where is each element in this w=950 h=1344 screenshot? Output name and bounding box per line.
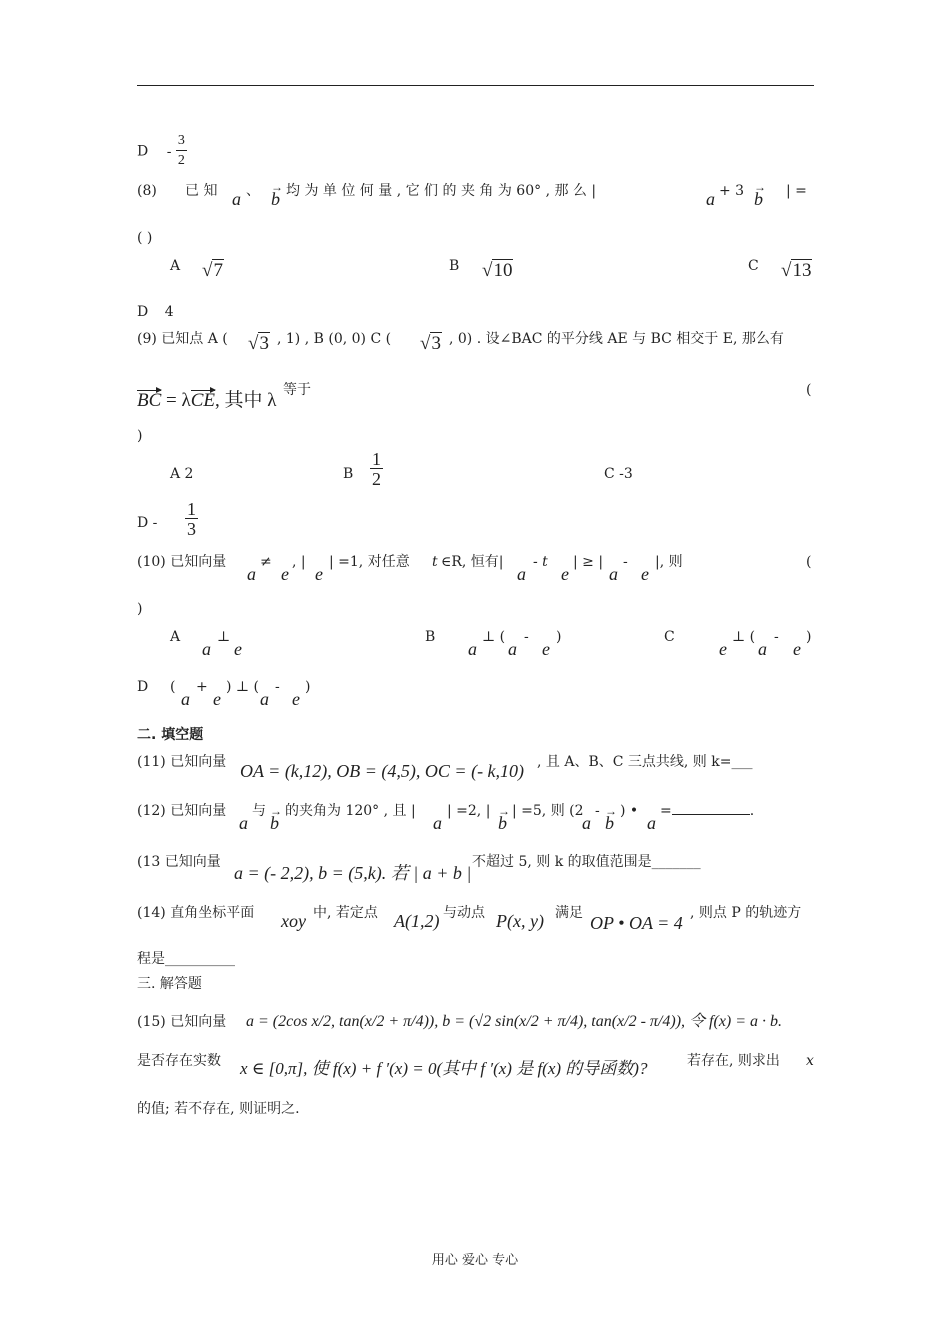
q8-text-b: 均 为 单 位 何 量 , 它 们 的 夹 角 为 60° , 那 么 | — [286, 183, 597, 199]
var-x: x — [806, 1053, 814, 1069]
denominator: 2 — [177, 153, 185, 168]
sqrt3: √3 — [420, 333, 441, 354]
radicand: 7 — [213, 260, 223, 281]
section-2-heading: 二. 填空题 — [137, 727, 204, 743]
vector-a: a — [517, 564, 526, 584]
q9-option-c: C -3 — [604, 466, 633, 482]
plane-xoy: xoy — [281, 911, 306, 931]
q9-option-b-fraction — [370, 450, 383, 489]
vector-b — [271, 190, 280, 208]
q10-open-paren: ( — [806, 554, 812, 570]
perp-sign: ⊥ — [217, 629, 231, 645]
minus-sign: - — [524, 629, 529, 645]
vector-e: e — [213, 689, 221, 709]
q8-option-d — [137, 303, 174, 321]
vector-b-symbol: → b — [605, 814, 614, 832]
fraction — [370, 450, 383, 489]
minus-sign: - — [275, 679, 280, 695]
vector-e: e — [234, 639, 242, 659]
vector-bc: BC — [137, 390, 162, 411]
q10-cond: , | — [292, 554, 306, 570]
q12-eq5: | =5, 则 (2 — [512, 803, 584, 819]
vector-a: a — [247, 564, 256, 584]
q8-option-c-label: C — [748, 258, 759, 274]
q11-tail: , 且 A、B、C 三点共线, 则 k=___ — [537, 754, 753, 770]
option-label: D — [137, 304, 149, 320]
formula-tail: , 其中 λ — [215, 390, 277, 411]
vector-a: a — [582, 813, 591, 833]
q10-in-r: ∈R, 恒有| — [441, 554, 504, 570]
denominator: 2 — [372, 469, 381, 489]
q12-text-b: 的夹角为 120° , 且 | — [285, 803, 416, 819]
radicand: 13 — [792, 260, 812, 281]
vector-a: a — [181, 689, 190, 709]
vector-e: e — [561, 564, 569, 584]
minus-sign: - — [774, 629, 779, 645]
vector-e: e — [281, 564, 289, 584]
vector-a: a — [260, 689, 269, 709]
q15-text: (15) 已知向量 — [137, 1014, 227, 1030]
minus-t: - t — [533, 554, 548, 570]
option-value: 4 — [164, 304, 174, 320]
vector-b — [270, 814, 279, 832]
q8-option-b-label: B — [449, 258, 460, 274]
perp-mid: ) ⊥ ( — [226, 679, 259, 695]
radicand: 3 — [431, 333, 441, 354]
option-label: D — [137, 143, 149, 160]
lparen: ( — [170, 679, 176, 695]
answer-blank — [672, 814, 750, 815]
q14-formula: OP • OA = 4 — [590, 913, 683, 933]
q14-mid3: 满足 — [555, 905, 583, 921]
q9-formula — [137, 390, 276, 410]
q11-text: (11) 已知向量 — [137, 754, 227, 770]
vector-a: a — [706, 189, 715, 209]
neq-sign: ≠ — [260, 554, 272, 570]
radicand: 3 — [259, 333, 269, 354]
q8-text-a: 已 知 — [185, 183, 218, 199]
q14-line2: 程是__________ — [137, 951, 235, 967]
vector-b — [605, 814, 614, 832]
vector-e: e — [719, 639, 727, 659]
q10-text-a: (10) 已知向量 — [137, 554, 227, 570]
q15-line3: 的值; 若不存在, 则证明之. — [137, 1101, 300, 1117]
q10-cond2: | =1, 对任意 — [329, 554, 410, 570]
q15-line2-b: 若存在, 则求出 — [687, 1053, 780, 1069]
vector-a: a — [609, 564, 618, 584]
q9-open-paren: ( — [806, 382, 812, 398]
minus-sign: - — [595, 803, 600, 819]
rparen: ) — [806, 629, 812, 645]
q9-text-b: , 1) , B (0, 0) C ( — [277, 331, 392, 347]
equals-sign: = — [660, 803, 672, 819]
q14-tail: , 则点 P 的轨迹方 — [690, 905, 802, 921]
q13-text: (13 已知向量 — [137, 854, 221, 870]
q10-close-paren: ) — [137, 601, 143, 617]
header-rule — [137, 85, 814, 86]
numerator: 1 — [187, 499, 196, 519]
q9-option-b-label: B — [343, 466, 354, 482]
q9-option-d-label: D - — [137, 515, 158, 531]
vector-b — [498, 814, 507, 832]
q11-formula: OA = (k,12), OB = (4,5), OC = (- k,10) — [240, 761, 525, 781]
q12-tail — [660, 802, 754, 820]
q9-close-paren: ) — [137, 428, 143, 444]
rparen: ) — [556, 629, 562, 645]
vector-a: a — [508, 639, 517, 659]
q10-option-c-label: C — [664, 629, 675, 645]
q12-dot: ) • — [620, 803, 639, 819]
vector-a: a — [433, 813, 442, 833]
q14-mid2: 与动点 — [443, 905, 485, 921]
vector-e: e — [641, 564, 649, 584]
vector-a: a — [758, 639, 767, 659]
vector-a: a — [239, 813, 248, 833]
plus-sign: + — [196, 679, 208, 695]
sqrt3: √3 — [248, 333, 269, 354]
perp-paren: ⊥ ( — [482, 629, 506, 645]
q8-option-a-label: A — [170, 258, 181, 274]
q7-option-d — [137, 132, 187, 171]
q10-option-b-label: B — [425, 629, 436, 645]
q9-equals-text: 等于 — [283, 382, 311, 398]
geq-sign: | ≥ | — [573, 554, 604, 570]
q9-option-d-fraction — [185, 500, 198, 539]
radicand: 10 — [493, 260, 513, 281]
q14-text: (14) 直角坐标平面 — [137, 905, 255, 921]
vector-a: a — [232, 189, 241, 209]
fraction — [176, 132, 187, 171]
vector-e: e — [542, 639, 550, 659]
vector-a: a — [468, 639, 477, 659]
minus-sign: - — [623, 554, 628, 570]
q9-text-c: , 0) . 设∠BAC 的平分线 AE 与 BC 相交于 E, 那么有 — [449, 331, 784, 347]
q9-text-a: (9) 已知点 A ( — [137, 331, 228, 347]
numerator: 1 — [372, 449, 381, 469]
vector-e: e — [793, 639, 801, 659]
q8-plus3: + 3 — [719, 183, 745, 199]
period: . — [749, 803, 755, 819]
q13-formula: a = (- 2,2), b = (5,k). 若 | a + b | — [234, 863, 472, 883]
q10-option-d-label: D — [137, 679, 149, 695]
q8-number: (8) — [137, 183, 157, 199]
vector-b-symbol: → b — [270, 814, 279, 832]
q15-formula1: a = (2cos x/2, tan(x/2 + π/4)), b = (√2 sin(x/2 + π/4), tan(x/2 - π/4)), 令 f(x) = a · b. — [246, 1013, 783, 1030]
q8-answer-paren: ( ) — [137, 230, 153, 246]
vector-e: e — [292, 689, 300, 709]
minus-sign: - — [166, 143, 172, 160]
q8-sep: 、 — [246, 183, 260, 199]
q12-with: 与 — [252, 803, 266, 819]
section-3-heading: 三. 解答题 — [137, 976, 202, 992]
fraction — [185, 500, 198, 539]
vector-ce: CE — [190, 390, 215, 411]
numerator: 3 — [176, 132, 187, 151]
vector-b-symbol: → b — [271, 190, 280, 208]
rparen: ) — [305, 679, 311, 695]
page-footer: 用心 爱心 专心 — [431, 1253, 519, 1268]
q12-text-a: (12) 已知向量 — [137, 803, 227, 819]
perp-paren: ⊥ ( — [732, 629, 756, 645]
q8-option-a-value: √7 — [202, 260, 223, 281]
q8-bar-eq: | = — [786, 183, 807, 199]
q8-option-c-value: √13 — [781, 260, 812, 281]
vector-b-symbol: → b — [498, 814, 507, 832]
vector-a: a — [202, 639, 211, 659]
q10-option-a-label: A — [170, 629, 181, 645]
vector-b — [754, 190, 763, 208]
var-t: t — [432, 554, 438, 570]
q10-then: |, 则 — [655, 554, 683, 570]
vector-e: e — [315, 564, 323, 584]
q13-tail: 不超过 5, 则 k 的取值范围是_______ — [472, 854, 701, 870]
point-p: P(x, y) — [496, 911, 544, 931]
q8-option-b-value: √10 — [482, 260, 513, 281]
q9-option-a: A 2 — [170, 466, 194, 482]
denominator: 3 — [187, 519, 196, 539]
vector-a: a — [647, 813, 656, 833]
q14-mid: 中, 若定点 — [313, 905, 378, 921]
equals-lambda: = λ — [161, 390, 191, 411]
q15-formula2: x ∈ [0,π], 使 f(x) + f ′(x) = 0(其中 f ′(x) 是 f(x) 的导函数)? — [240, 1059, 648, 1078]
q12-eq2: | =2, | — [447, 803, 491, 819]
vector-b-symbol: → b — [754, 190, 763, 208]
point-a: A(1,2) — [394, 911, 440, 931]
q15-line2-a: 是否存在实数 — [137, 1053, 221, 1069]
